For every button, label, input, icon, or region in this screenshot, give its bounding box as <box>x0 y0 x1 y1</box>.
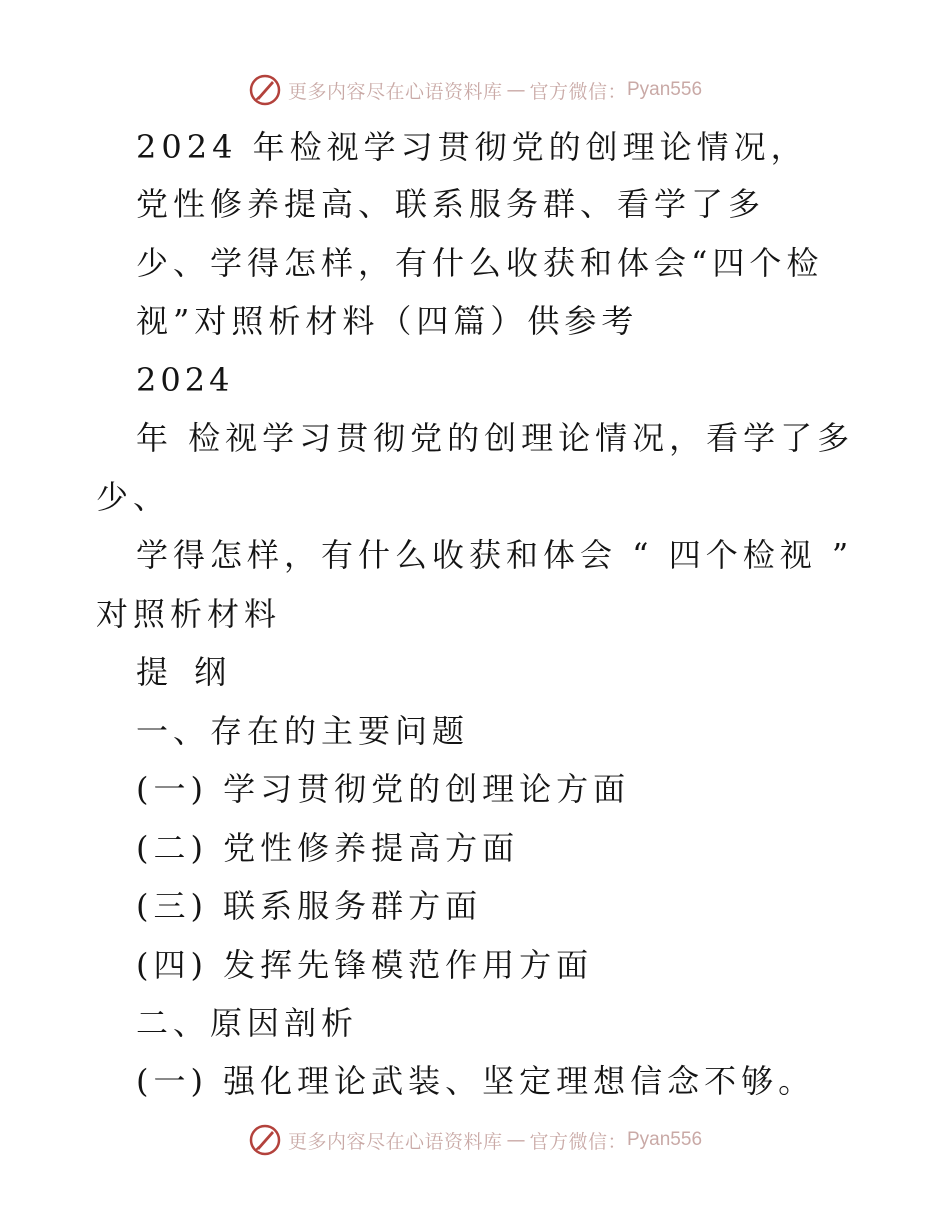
section1-item-1: (一) 学习贯彻党的创理论方面 <box>136 770 631 808</box>
section2-heading: 二、原因剖析 <box>136 1004 359 1042</box>
title-line-2: 党性修养提高、联系服务群、看学了多 <box>136 185 766 223</box>
section1-heading: 一、存在的主要问题 <box>136 712 470 750</box>
quill-logo-icon <box>248 1123 282 1157</box>
outline-heading: 提 纲 <box>136 653 235 691</box>
watermark-official: 官方微信： <box>529 1130 627 1153</box>
watermark-text: 更多内容尽在心语资料库 <box>287 80 503 103</box>
section1-item-2: (二) 党性修养提高方面 <box>136 829 520 867</box>
watermark-separator: — <box>506 79 526 101</box>
footer-watermark <box>0 1120 950 1160</box>
section1-item-3: (三) 联系服务群方面 <box>136 887 483 925</box>
subtitle-line-4: 学得怎样，有什么收获和体会 “ 四个检视 ” <box>136 536 854 574</box>
watermark-official: 官方微信： <box>529 80 627 103</box>
subtitle-line-2: 年 检视学习贯彻党的创理论情况，看学了多 <box>136 419 855 457</box>
title-line-4: 视”对照析材料（四篇）供参考 <box>136 302 639 340</box>
section1-item-4: (四) 发挥先锋模范作用方面 <box>136 946 594 984</box>
subtitle-line-5: 对照析材料 <box>96 595 282 633</box>
watermark-id: Pyan556 <box>627 1129 703 1150</box>
watermark-id: Pyan556 <box>627 79 703 100</box>
watermark-separator: — <box>506 1129 526 1151</box>
subtitle-line-1: 2024 <box>136 361 234 399</box>
title-line-1: 2024 年检视学习贯彻党的创理论情况， <box>136 128 808 166</box>
title-line-3: 少、学得怎样，有什么收获和体会“四个检 <box>136 244 824 282</box>
section2-item-1: (一) 强化理论武装、坚定理想信念不够。 <box>136 1062 816 1100</box>
watermark-text: 更多内容尽在心语资料库 <box>287 1130 503 1153</box>
subtitle-line-3: 少、 <box>96 478 171 516</box>
